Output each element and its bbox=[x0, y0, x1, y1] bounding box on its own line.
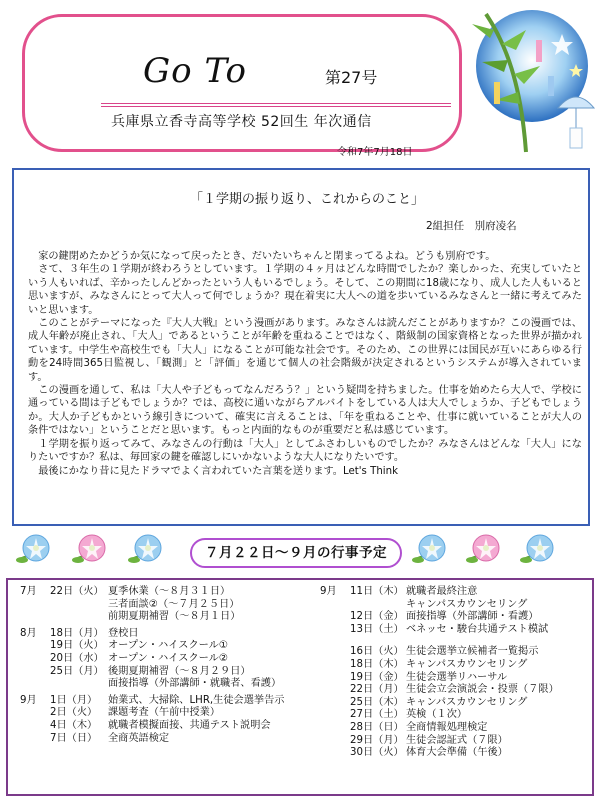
schedule-date: 2日（火） bbox=[50, 707, 98, 719]
newsletter-header bbox=[22, 14, 462, 158]
schedule-event: オープン・ハイスクール① bbox=[108, 640, 228, 652]
schedule-date: 27日（土） bbox=[350, 709, 404, 721]
schedule-month-label: 9月 bbox=[320, 586, 337, 597]
schedule-event: 始業式、大掃除、LHR,生徒会選挙告示 bbox=[108, 694, 285, 706]
schedule-event: 就職者最終注意 bbox=[406, 586, 478, 597]
schedule-date: 11日（木） bbox=[350, 586, 404, 597]
schedule-date: 1日（月） bbox=[50, 694, 98, 706]
school-name: 兵庫県立香寺高等学校 52回生 年次通信 bbox=[111, 114, 372, 130]
schedule-event: キャンパスカウンセリング bbox=[406, 658, 528, 670]
schedule-row bbox=[320, 672, 590, 685]
schedule-row bbox=[20, 599, 320, 612]
schedule-row bbox=[20, 678, 320, 691]
morning-glory-icon bbox=[410, 530, 452, 572]
schedule-event: オープン・ハイスクール② bbox=[108, 652, 228, 664]
schedule-row bbox=[20, 707, 320, 720]
schedule-event: 英検（１次） bbox=[406, 709, 468, 721]
message-author: 2組担任 別府凌名 bbox=[426, 220, 517, 232]
schedule-title: ７月２２日～９月の行事予定 bbox=[190, 538, 402, 568]
schedule-row bbox=[320, 684, 590, 697]
message-paragraph: １学期を振り返ってみて、みなさんの行動は「大人」としてふさわしいものでしたか？みなさんはどんな「大人」になりたいですか？私は、毎回家の鍵を確認しにいかないような大人になりたいです。 bbox=[28, 438, 582, 464]
schedule-row bbox=[20, 611, 320, 624]
schedule-row bbox=[20, 628, 320, 641]
header-divider bbox=[101, 103, 451, 107]
schedule-date: 30日（火） bbox=[350, 747, 404, 759]
schedule-row bbox=[20, 640, 320, 653]
schedule-event: 生徒会認証式（７限） bbox=[406, 734, 508, 746]
message-paragraph: さて、３年生の１学期が終わろうとしています。１学期の４ヶ月はどんな時間でしたか？楽しかった、充実していたという人もいれば、辛かったしんどかったという人もいるでしょう。そして、この期間に18歳になり、成人した人もいると思いますが、みなさんにとって大人って何でしょうか？現在着実に大人への道を歩いているみなさんと一緒に考えてみたいと思います。 bbox=[28, 264, 582, 316]
schedule-date: 19日（金） bbox=[350, 671, 404, 683]
schedule-row bbox=[20, 733, 320, 746]
schedule-date: 28日（日） bbox=[350, 721, 404, 733]
schedule-event bbox=[406, 636, 590, 646]
schedule-event: 面接指導（外部講師・看護） bbox=[406, 611, 539, 623]
schedule-event: 面接指導（外部講師・就職者、看護） bbox=[108, 678, 282, 690]
schedule-event: キャンパスカウンセリング bbox=[406, 696, 528, 708]
schedule-date: 19日（火） bbox=[50, 640, 104, 652]
schedule-date bbox=[20, 678, 108, 691]
schedule-row bbox=[20, 720, 320, 733]
newsletter-title: Go To bbox=[143, 51, 247, 91]
schedule-event: 夏季休業（～８月３１日） bbox=[108, 586, 231, 597]
schedule-event: ベネッセ・駿台共通テスト模試 bbox=[406, 623, 549, 635]
schedule-event: 就職者模擬面接、共通テスト説明会 bbox=[108, 719, 271, 731]
schedule-date: 25日（月） bbox=[50, 665, 104, 677]
schedule-date: 4日（木） bbox=[50, 719, 98, 731]
schedule-box bbox=[6, 578, 594, 796]
schedule-event: 全商情報処理検定 bbox=[406, 721, 488, 733]
schedule-date bbox=[320, 599, 406, 612]
message-paragraph: この漫画を通して、私は「大人や子どもってなんだろう？」という疑問を持ちました。仕事を始めたら大人で、学校に通っている間は子どもでしょうか？では、高校に通いながらアルバイトをしている人は大人でしょうか、子どもでしょうか。大人か子どもかという線引きについて、確実に言えることは、「年を重ねることや、仕事に就いていることが大人の条件ではない」ということだと思います。もっと内面的なものが重要だと私は感じています。 bbox=[28, 385, 582, 437]
schedule-row bbox=[320, 659, 590, 672]
schedule-row bbox=[320, 646, 590, 659]
schedule-event: 課題考査（午前中授業） bbox=[108, 707, 221, 719]
schedule-row bbox=[20, 695, 320, 708]
schedule-month-group bbox=[20, 586, 320, 624]
schedule-event: 登校日 bbox=[108, 627, 139, 639]
schedule-row bbox=[320, 624, 590, 637]
message-paragraph: このことがテーマになった『大人大戦』という漫画があります。みなさんは読んだことがありますか？この漫画では、成人年齢が廃止され、「大人」であるということが年齢を重ねることではなく、階級制の国家資格となった世界が描かれています。中学生や高校生でも「大人」になることが可能な社会です。そのため、この世界には国民が互いにあらゆる行動を24時間365日監視し、「観測」と「評価」を通じて個人の社会階級が決定されるというシステムが導入されています。 bbox=[28, 318, 582, 383]
schedule-event: 三者面談②（～７月２５日） bbox=[108, 598, 240, 610]
schedule-event: 生徒会立会演説会・投票（７限） bbox=[406, 684, 559, 696]
schedule-date: 16日（火） bbox=[350, 646, 404, 658]
schedule-date bbox=[320, 636, 406, 646]
schedule-date: 12日（金） bbox=[350, 611, 404, 623]
schedule-date: 7日（日） bbox=[50, 732, 98, 744]
schedule-row bbox=[320, 586, 590, 599]
schedule-row bbox=[20, 586, 320, 599]
morning-glory-icon bbox=[14, 530, 56, 572]
schedule-row bbox=[320, 697, 590, 710]
schedule-month-label: 7月 bbox=[20, 586, 37, 597]
message-body bbox=[28, 250, 582, 478]
issue-number: 第27号 bbox=[325, 68, 378, 87]
schedule-month-group bbox=[320, 586, 590, 760]
schedule-date: 13日（土） bbox=[350, 623, 404, 635]
message-title: 「１学期の振り返り、これからのこと」 bbox=[190, 192, 425, 207]
schedule-row bbox=[20, 666, 320, 679]
schedule-event: 生徒会選挙立候補者一覧掲示 bbox=[406, 646, 539, 658]
schedule-date: 22日（月） bbox=[350, 684, 404, 696]
schedule-date: 22日（火） bbox=[50, 586, 104, 597]
schedule-row bbox=[320, 722, 590, 735]
schedule-date: 20日（水） bbox=[50, 652, 104, 664]
schedule-row bbox=[320, 747, 590, 760]
schedule-date: 18日（月） bbox=[50, 627, 104, 639]
morning-glory-icon bbox=[518, 530, 560, 572]
tanabata-illustration bbox=[466, 4, 596, 154]
schedule-month-group bbox=[20, 695, 320, 745]
issue-date: 令和7年7月18日 bbox=[337, 147, 413, 158]
schedule-date: 18日（木） bbox=[350, 658, 404, 670]
schedule-event: 全商英語検定 bbox=[108, 732, 170, 744]
schedule-row bbox=[320, 709, 590, 722]
schedule-month-group bbox=[20, 628, 320, 691]
schedule-date bbox=[20, 599, 108, 612]
schedule-row bbox=[320, 611, 590, 624]
schedule-row bbox=[320, 636, 590, 646]
message-paragraph: 家の鍵閉めたかどうか気になって戻ったとき、だいたいちゃんと閉まってるよね。どうも別府です。 bbox=[38, 251, 496, 262]
schedule-date: 25日（木） bbox=[350, 696, 404, 708]
morning-glory-icon bbox=[70, 530, 112, 572]
schedule-event: 前期夏期補習（～８月１日） bbox=[108, 611, 241, 623]
schedule-right-column bbox=[320, 586, 590, 764]
schedule-month-label: 9月 bbox=[20, 694, 37, 706]
message-paragraph: 最後にかなり昔に見たドラマでよく言われていた言葉を送ります。Let's Think bbox=[38, 465, 398, 477]
schedule-date: 29日（月） bbox=[350, 734, 404, 746]
schedule-event: キャンパスカウンセリング bbox=[406, 598, 528, 610]
schedule-row bbox=[320, 599, 590, 612]
schedule-date bbox=[20, 611, 108, 624]
schedule-event: 生徒会選挙リハーサル bbox=[406, 671, 508, 683]
morning-glory-icon bbox=[126, 530, 168, 572]
schedule-event: 後期夏期補習（～８月２９日） bbox=[108, 665, 251, 677]
schedule-month-label: 8月 bbox=[20, 627, 37, 639]
schedule-left-column bbox=[20, 586, 320, 749]
schedule-row bbox=[20, 653, 320, 666]
schedule-event: 体育大会準備（午後） bbox=[406, 747, 508, 759]
morning-glory-icon bbox=[464, 530, 506, 572]
teacher-message-box bbox=[12, 168, 590, 526]
schedule-row bbox=[320, 735, 590, 748]
